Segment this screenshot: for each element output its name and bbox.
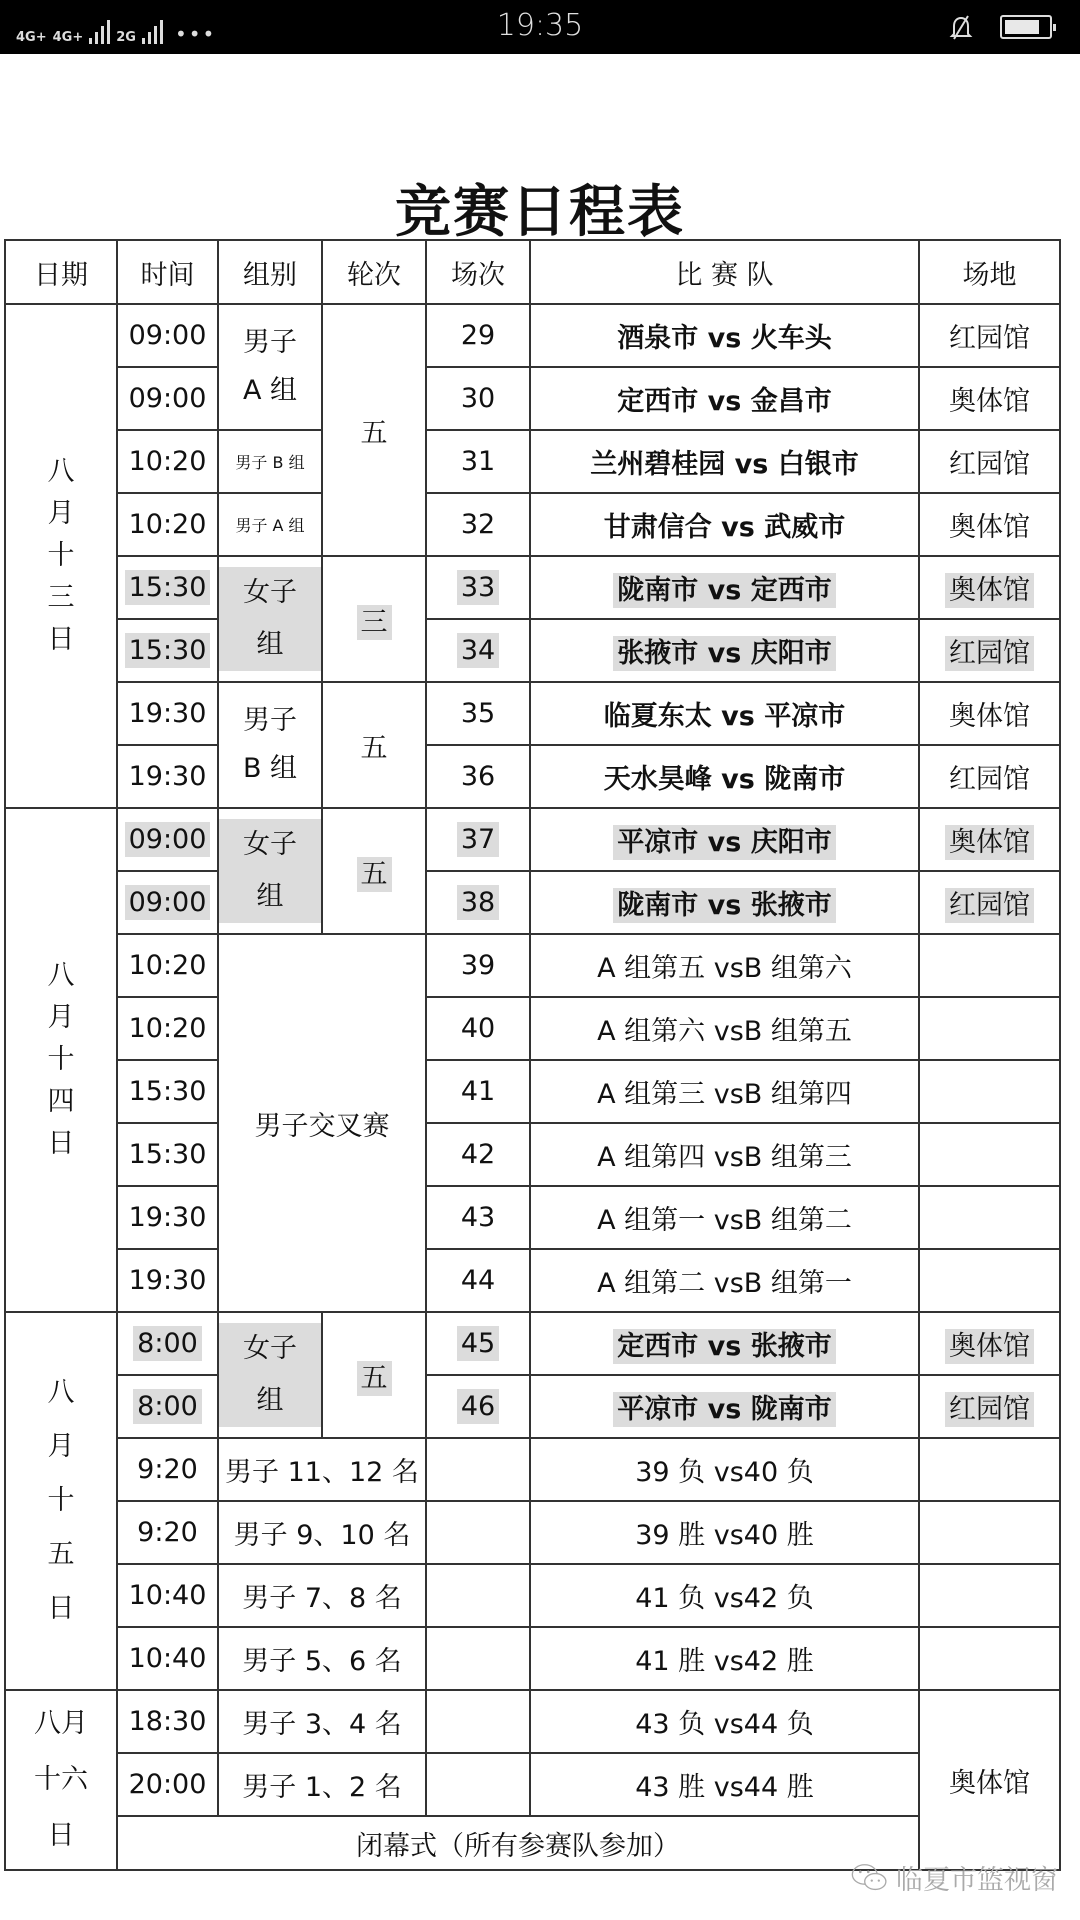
time: 19:30 (117, 745, 218, 808)
group-women: 女子 组 (218, 1312, 322, 1438)
venue (919, 1249, 1060, 1312)
venue: 红园馆 (919, 1375, 1060, 1438)
group-rank-5-6: 男子 5、6 名 (218, 1627, 426, 1690)
teams: 平凉市 vs 庆阳市 (530, 808, 919, 871)
bell-muted-icon (946, 12, 976, 42)
clock: 19:35 (496, 8, 584, 43)
battery-icon (1000, 15, 1052, 39)
venue (919, 1627, 1060, 1690)
teams: 39 负 vs40 负 (530, 1438, 919, 1501)
status-bar (0, 0, 1080, 54)
teams: 酒泉市 vs 火车头 (530, 304, 919, 367)
venue (919, 1060, 1060, 1123)
venue: 奥体馆 (919, 1312, 1060, 1375)
teams: 临夏东太 vs 平凉市 (530, 682, 919, 745)
venue: 奥体馆 (919, 367, 1060, 430)
wechat-icon (850, 1863, 890, 1893)
header-date: 日期 (5, 240, 117, 304)
venue: 红园馆 (919, 619, 1060, 682)
group-men-b: 男子 B 组 (218, 682, 322, 808)
match-no: 35 (426, 682, 530, 745)
group-men-a: 男子 A 组 (218, 493, 322, 556)
page-title: 竞赛日程表 (395, 180, 685, 245)
match-no (426, 1438, 530, 1501)
match-no: 37 (426, 808, 530, 871)
match-no: 36 (426, 745, 530, 808)
teams: A 组第六 vsB 组第五 (530, 997, 919, 1060)
venue: 红园馆 (919, 871, 1060, 934)
network-type-2: 4G+ (52, 30, 84, 45)
time: 10:20 (117, 430, 218, 493)
teams: 天水昊峰 vs 陇南市 (530, 745, 919, 808)
group-men-b: 男子 B 组 (218, 430, 322, 493)
venue (919, 1123, 1060, 1186)
teams: A 组第一 vsB 组第二 (530, 1186, 919, 1249)
time: 19:30 (117, 1249, 218, 1312)
match-no: 34 (426, 619, 530, 682)
time: 8:00 (117, 1375, 218, 1438)
time: 09:00 (117, 367, 218, 430)
match-no (426, 1501, 530, 1564)
venue (919, 1501, 1060, 1564)
table-row (5, 934, 1060, 997)
table-row (5, 1753, 1060, 1816)
table-row (5, 745, 1060, 808)
watermark (850, 1858, 1058, 1897)
time: 09:00 (117, 304, 218, 367)
venue: 奥体馆 (919, 556, 1060, 619)
table-header (5, 240, 1060, 304)
time: 10:40 (117, 1627, 218, 1690)
group-rank-7-8: 男子 7、8 名 (218, 1564, 426, 1627)
match-no: 45 (426, 1312, 530, 1375)
teams: 兰州碧桂园 vs 白银市 (530, 430, 919, 493)
table-row (5, 556, 1060, 619)
group-women: 女子 组 (218, 556, 322, 682)
venue: 红园馆 (919, 430, 1060, 493)
match-no: 40 (426, 997, 530, 1060)
time: 15:30 (117, 556, 218, 619)
match-no: 30 (426, 367, 530, 430)
round-three: 三 (322, 556, 426, 682)
date-aug-14: 八 月 十 四 日 (5, 808, 117, 1312)
time: 09:00 (117, 808, 218, 871)
table-row (5, 619, 1060, 682)
group-women: 女子 组 (218, 808, 322, 934)
teams: 甘肃信合 vs 武威市 (530, 493, 919, 556)
match-no: 42 (426, 1123, 530, 1186)
time: 19:30 (117, 682, 218, 745)
teams: 43 胜 vs44 胜 (530, 1753, 919, 1816)
teams: 41 胜 vs42 胜 (530, 1627, 919, 1690)
match-no: 31 (426, 430, 530, 493)
teams: A 组第五 vsB 组第六 (530, 934, 919, 997)
group-rank-3-4: 男子 3、4 名 (218, 1690, 426, 1753)
header-group: 组别 (218, 240, 322, 304)
match-no: 44 (426, 1249, 530, 1312)
teams: 张掖市 vs 庆阳市 (530, 619, 919, 682)
match-no: 43 (426, 1186, 530, 1249)
round-five: 五 (322, 304, 426, 556)
table-row (5, 871, 1060, 934)
time: 15:30 (117, 619, 218, 682)
match-no (426, 1753, 530, 1816)
time: 19:30 (117, 1186, 218, 1249)
time: 10:20 (117, 493, 218, 556)
more-icon: ••• (174, 22, 217, 46)
table-row (5, 997, 1060, 1060)
table-row (5, 1375, 1060, 1438)
time: 9:20 (117, 1501, 218, 1564)
venue: 红园馆 (919, 745, 1060, 808)
match-no: 46 (426, 1375, 530, 1438)
table-row (5, 1312, 1060, 1375)
date-aug-15: 八 月 十 五 日 (5, 1312, 117, 1690)
venue (919, 1186, 1060, 1249)
time: 10:20 (117, 997, 218, 1060)
venue-final: 奥体馆 (919, 1690, 1060, 1870)
watermark-text: 临夏市篮视窗 (896, 1865, 1058, 1896)
venue: 奥体馆 (919, 682, 1060, 745)
teams: 平凉市 vs 陇南市 (530, 1375, 919, 1438)
header-venue: 场地 (919, 240, 1060, 304)
network-type-1: 4G+ (16, 30, 47, 45)
table-row (5, 1438, 1060, 1501)
table-row (5, 1060, 1060, 1123)
table-row (5, 1627, 1060, 1690)
group-rank-11-12: 男子 11、12 名 (218, 1438, 426, 1501)
teams: A 组第三 vsB 组第四 (530, 1060, 919, 1123)
group-men-cross: 男子交叉赛 (218, 934, 426, 1312)
match-no: 29 (426, 304, 530, 367)
table-row (5, 1186, 1060, 1249)
round-five: 五 (322, 1312, 426, 1438)
match-no: 39 (426, 934, 530, 997)
teams: 41 负 vs42 负 (530, 1564, 919, 1627)
date-aug-16: 八月 十六 日 (5, 1690, 117, 1870)
group-rank-9-10: 男子 9、10 名 (218, 1501, 426, 1564)
table-row (5, 808, 1060, 871)
table-row (5, 1564, 1060, 1627)
table-row (5, 1249, 1060, 1312)
header-teams: 比 赛 队 (530, 240, 919, 304)
teams: 定西市 vs 金昌市 (530, 367, 919, 430)
table-row (5, 1123, 1060, 1186)
header-time: 时间 (117, 240, 218, 304)
teams: A 组第二 vsB 组第一 (530, 1249, 919, 1312)
network-type-3: 2G (116, 30, 136, 45)
venue (919, 997, 1060, 1060)
table-row (5, 1690, 1060, 1753)
match-no: 38 (426, 871, 530, 934)
match-no: 33 (426, 556, 530, 619)
time: 15:30 (117, 1060, 218, 1123)
table-row (5, 1501, 1060, 1564)
match-no (426, 1564, 530, 1627)
time: 10:40 (117, 1564, 218, 1627)
venue: 红园馆 (919, 304, 1060, 367)
teams: 39 胜 vs40 胜 (530, 1501, 919, 1564)
venue (919, 934, 1060, 997)
round-five: 五 (322, 682, 426, 808)
group-men-a: 男子 A 组 (218, 304, 322, 430)
venue (919, 1438, 1060, 1501)
header-round: 轮次 (322, 240, 426, 304)
time: 20:00 (117, 1753, 218, 1816)
table-row (5, 430, 1060, 493)
date-aug-13: 八 月 十 三 日 (5, 304, 117, 808)
schedule-table (4, 239, 1061, 1871)
teams: A 组第四 vsB 组第三 (530, 1123, 919, 1186)
round-five: 五 (322, 808, 426, 934)
table-row (5, 682, 1060, 745)
match-no: 41 (426, 1060, 530, 1123)
match-no (426, 1690, 530, 1753)
venue (919, 1564, 1060, 1627)
group-rank-1-2: 男子 1、2 名 (218, 1753, 426, 1816)
teams: 陇南市 vs 张掖市 (530, 871, 919, 934)
time: 15:30 (117, 1123, 218, 1186)
closing-ceremony: 闭幕式（所有参赛队参加） (117, 1816, 919, 1870)
table-row (5, 367, 1060, 430)
teams: 定西市 vs 张掖市 (530, 1312, 919, 1375)
table-row (5, 493, 1060, 556)
match-no: 32 (426, 493, 530, 556)
header-match-no: 场次 (426, 240, 530, 304)
venue: 奥体馆 (919, 808, 1060, 871)
table-row (5, 304, 1060, 367)
time: 18:30 (117, 1690, 218, 1753)
time: 8:00 (117, 1312, 218, 1375)
time: 10:20 (117, 934, 218, 997)
match-no (426, 1627, 530, 1690)
teams: 43 负 vs44 负 (530, 1690, 919, 1753)
venue: 奥体馆 (919, 493, 1060, 556)
teams: 陇南市 vs 定西市 (530, 556, 919, 619)
time: 9:20 (117, 1438, 218, 1501)
time: 09:00 (117, 871, 218, 934)
